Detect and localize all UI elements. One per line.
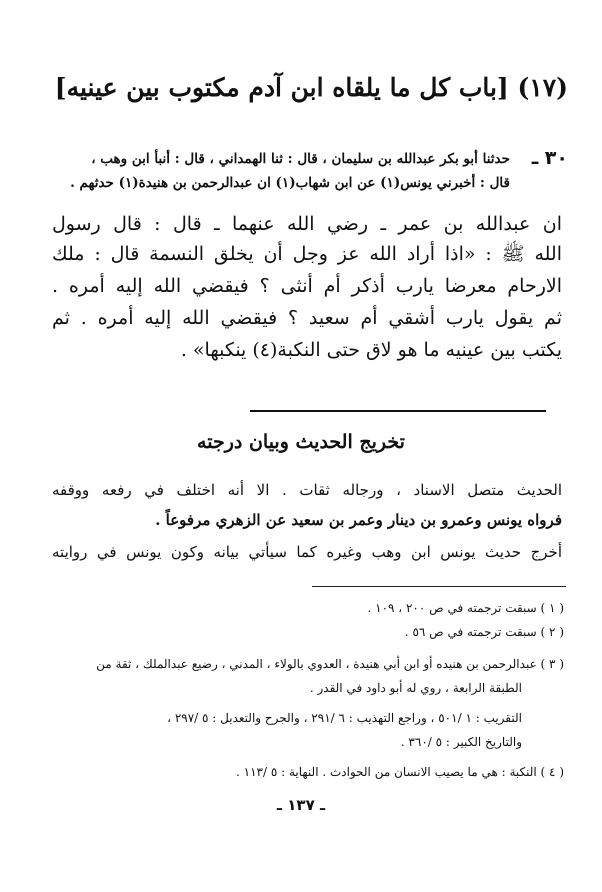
chapter-title: (١٧) [باب كل ما يلقاه ابن آدم مكتوب بين عينيه] bbox=[54, 73, 568, 102]
page-number: ـ ١٣٧ ـ bbox=[276, 796, 326, 814]
footnote-continuation: والتاريخ الكبير : ٥ /٣٦٠ . bbox=[400, 735, 522, 749]
section-divider bbox=[250, 410, 546, 412]
body-line-bold: فرواه يونس وعمرو بن دينار وعمر بن سعيد عن الزهري مرفوعاً . bbox=[155, 511, 562, 529]
footnote: ( ٣ ) عبدالرحمن بن هنيده أو ابن أبي هنيدة ، العدوي بالولاء ، المدني ، رضيع عبدالملك ، ثقة من bbox=[96, 657, 564, 671]
matn-line: الله ﷺ : «اذا أراد الله عز وجل أن يخلق النسمة قال : ملك bbox=[52, 243, 562, 265]
isnad-line: قال : أخبرني يونس(١) عن ابن شهاب(١) ان عبدالرحمن بن هنيدة(١) حدثهم . bbox=[70, 175, 510, 191]
footnote-continuation: الطبقة الرابعة ، روي له أبو داود في القدر . bbox=[309, 681, 522, 695]
footnote: ( ٢ ) سبقت ترجمته في ص ٥٦ . bbox=[404, 625, 564, 639]
footnote-divider bbox=[312, 586, 566, 587]
hadith-number: ٣٠ ـ bbox=[531, 147, 568, 169]
section-title: تخريج الحديث وبيان درجته bbox=[197, 431, 405, 453]
matn-line: يكتب بين عينيه ما هو لاق حتى النكبة(٤) ينكبها» . bbox=[180, 339, 562, 361]
body-line: أخرج حديث يونس ابن وهب وغيره كما سيأتي بيانه وكون يونس في روايته bbox=[52, 543, 562, 561]
matn-line: الارحام معرضا يارب أذكر أم أنثى ؟ فيقضي الله إليه أمره . bbox=[52, 275, 562, 297]
isnad-line: حدثنا أبو بكر عبدالله بن سليمان ، قال : ثنا الهمداني ، قال : أنبأ ابن وهب ، bbox=[91, 151, 510, 167]
footnote: ( ١ ) سبقت ترجمته في ص ٢٠٠ ، ١٠٩ . bbox=[367, 601, 564, 615]
footnote: ( ٤ ) النكبة : هي ما يصيب الانسان من الحوادث . النهاية : ٥ /١١٣ . bbox=[235, 765, 564, 779]
footnote-continuation: التقريب : ١ /٥٠١ ، وراجع التهذيب : ٦ /٢٩١ ، والجرح والتعديل : ٥ /٢٩٧ ، bbox=[167, 711, 522, 725]
body-line: الحديث متصل الاسناد ، ورجاله ثقات . الا أنه اختلف في رفعه ووقفه bbox=[52, 481, 562, 499]
matn-line: ان عبدالله بن عمر ـ رضي الله عنهما ـ قال : قال رسول bbox=[52, 213, 562, 235]
matn-line: ثم يقول يارب أشقي أم سعيد ؟ فيقضي الله إليه أمره . ثم bbox=[52, 307, 562, 329]
